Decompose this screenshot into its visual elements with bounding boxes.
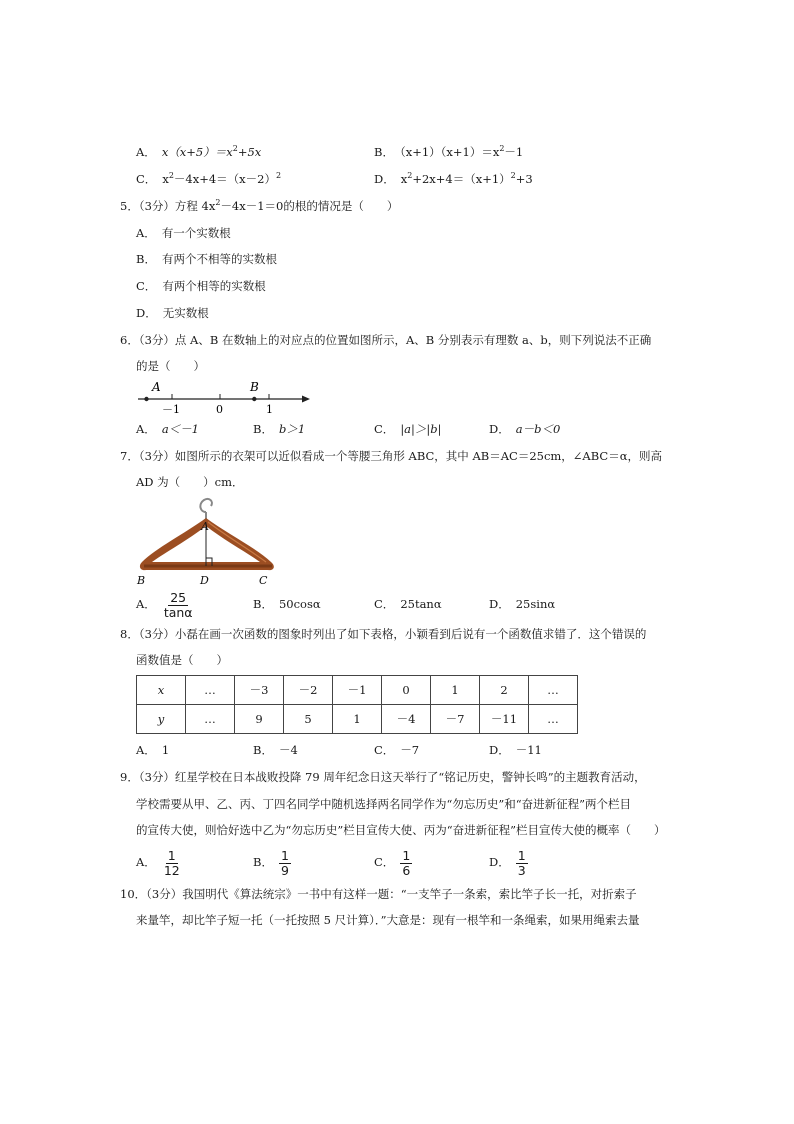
point-a-dot — [144, 397, 148, 401]
q8-option-b: B． －4 — [253, 743, 298, 757]
tick-label-1: 1 — [266, 403, 273, 416]
table-cell: －11 — [480, 705, 529, 734]
q5-option-d: D． 无实数根 — [136, 306, 209, 320]
table-cell: 1 — [431, 676, 480, 705]
fraction: $\frac{1}{9}$ — [280, 847, 289, 878]
vertex-a-label: A — [201, 520, 209, 533]
table-cell: … — [186, 705, 235, 734]
q7-stem-line1: 7．（3分）如图所示的衣架可以近似看成一个等腰三角形 ABC，其中 AB＝AC＝25cm，∠ABC＝α，则高 — [120, 449, 662, 463]
point-a-label: A — [152, 380, 161, 394]
table-cell: 2 — [480, 676, 529, 705]
q7-stem-line2: AD 为（ ）cm． — [136, 475, 244, 489]
q9-stem-line3: 的宣传大使，则恰好选中乙为“勿忘历史”栏目宣传大使、丙为“奋进新征程”栏目宣传大使的概率（ ） — [136, 823, 666, 837]
q6-option-d: D． a－b＜0 — [489, 422, 561, 436]
q9-option-b: B． $\frac{1}{9}$ — [253, 847, 289, 878]
number-line-figure — [134, 380, 314, 416]
table-row — [137, 705, 578, 734]
point-b-dot — [252, 397, 256, 401]
tick-label-0: 0 — [216, 403, 223, 416]
q4-option-d: D． $x^2+2x+4=(x+1)^2+3$ — [374, 171, 533, 186]
table-cell: … — [529, 676, 578, 705]
q6-option-b: B． b＞1 — [253, 422, 306, 436]
q6-stem-line1: 6．（3分）点 A、B 在数轴上的对应点的位置如图所示，A、B 分别表示有理数 a、b，则下列说法不正确 — [120, 333, 652, 347]
q5-option-b: B． 有两个不相等的实数根 — [136, 252, 277, 266]
table-cell: －2 — [284, 676, 333, 705]
vertex-b-label: B — [137, 574, 146, 587]
fraction: $\frac{25}{\tan\alpha}$ — [163, 589, 193, 620]
q10-stem-line2: 来量竿，却比竿子短一托（一托按照 5 尺计算）．”大意是：现有一根竿和一条绳索，如果用绳索去量 — [136, 913, 640, 927]
table-cell: 9 — [235, 705, 284, 734]
q9-option-c: C． $\frac{1}{6}$ — [374, 847, 411, 878]
q5-option-c: C． 有两个相等的实数根 — [136, 279, 266, 293]
point-b-label: B — [250, 380, 259, 394]
q9-option-a: A． $\frac{1}{12}$ — [136, 847, 180, 878]
q10-stem-line1: 10．（3分）我国明代《算法统宗》一书中有这样一题：“一支竿子一条索，索比竿子长一托，对折索子 — [120, 887, 637, 901]
table-cell: … — [186, 676, 235, 705]
q5-stem: 5．（3分）方程 $4x^2-4x-1=0$的根的情况是（ ） — [120, 198, 399, 213]
table-cell: x — [137, 676, 186, 705]
q9-option-d: D． $\frac{1}{3}$ — [489, 847, 526, 878]
fraction: $\frac{1}{3}$ — [517, 847, 526, 878]
table-cell: y — [137, 705, 186, 734]
fraction: $\frac{1}{6}$ — [402, 847, 411, 878]
fraction: $\frac{1}{12}$ — [163, 847, 180, 878]
tick-label-neg1: －1 — [162, 403, 180, 416]
q4-option-b: B． $(x+1)(x+1)=x^2-1$ — [374, 144, 524, 159]
q8-option-c: C． －7 — [374, 743, 420, 757]
table-cell: … — [529, 705, 578, 734]
q8-stem-line2: 函数值是（ ） — [136, 653, 228, 667]
q8-option-a: A． 1 — [136, 743, 170, 757]
table-cell: －1 — [333, 676, 382, 705]
table-cell: －4 — [382, 705, 431, 734]
table-cell: 0 — [382, 676, 431, 705]
q8-stem-line1: 8．（3分）小磊在画一次函数的图象时列出了如下表格，小颖看到后说有一个函数值求错了．这个错误的 — [120, 627, 647, 641]
table-cell: －7 — [431, 705, 480, 734]
vertex-c-label: C — [259, 574, 268, 587]
q5-option-a: A． 有一个实数根 — [136, 226, 231, 240]
hanger-figure — [134, 496, 284, 588]
q9-stem-line2: 学校需要从甲、乙、丙、丁四名同学中随机选择两名同学作为“勿忘历史”和“奋进新征程”两个栏目 — [136, 797, 632, 811]
q6-option-a: A． a＜－1 — [136, 422, 199, 436]
table-cell: 5 — [284, 705, 333, 734]
q7-option-d: D． 25sinα — [489, 597, 556, 611]
table-cell: 1 — [333, 705, 382, 734]
table-row — [137, 676, 578, 705]
q4-option-c: C． $x^2-4x+4=(x-2)^2$ — [136, 171, 282, 186]
number-line-arrow — [302, 396, 310, 403]
q7-option-b: B． 50cosα — [253, 597, 321, 611]
q4-option-a: A． $x(x+5)=x^2+5x$ — [136, 144, 262, 159]
q6-option-c: C． |a|＞|b| — [374, 422, 442, 436]
hanger-hook — [200, 499, 212, 512]
function-value-table — [136, 675, 578, 734]
q9-stem-line1: 9．（3分）红星学校在日本战败投降 79 周年纪念日这天举行了“铭记历史，警钟长鸣”的主题教育活动， — [120, 770, 646, 784]
q7-option-c: C． 25tanα — [374, 597, 442, 611]
q7-option-a: A． $\frac{25}{\tan\alpha}$ — [136, 589, 193, 620]
table-cell: －3 — [235, 676, 284, 705]
q6-stem-line2: 的是（ ） — [136, 359, 205, 373]
q8-option-d: D． －11 — [489, 743, 542, 757]
point-d-label: D — [200, 574, 209, 587]
